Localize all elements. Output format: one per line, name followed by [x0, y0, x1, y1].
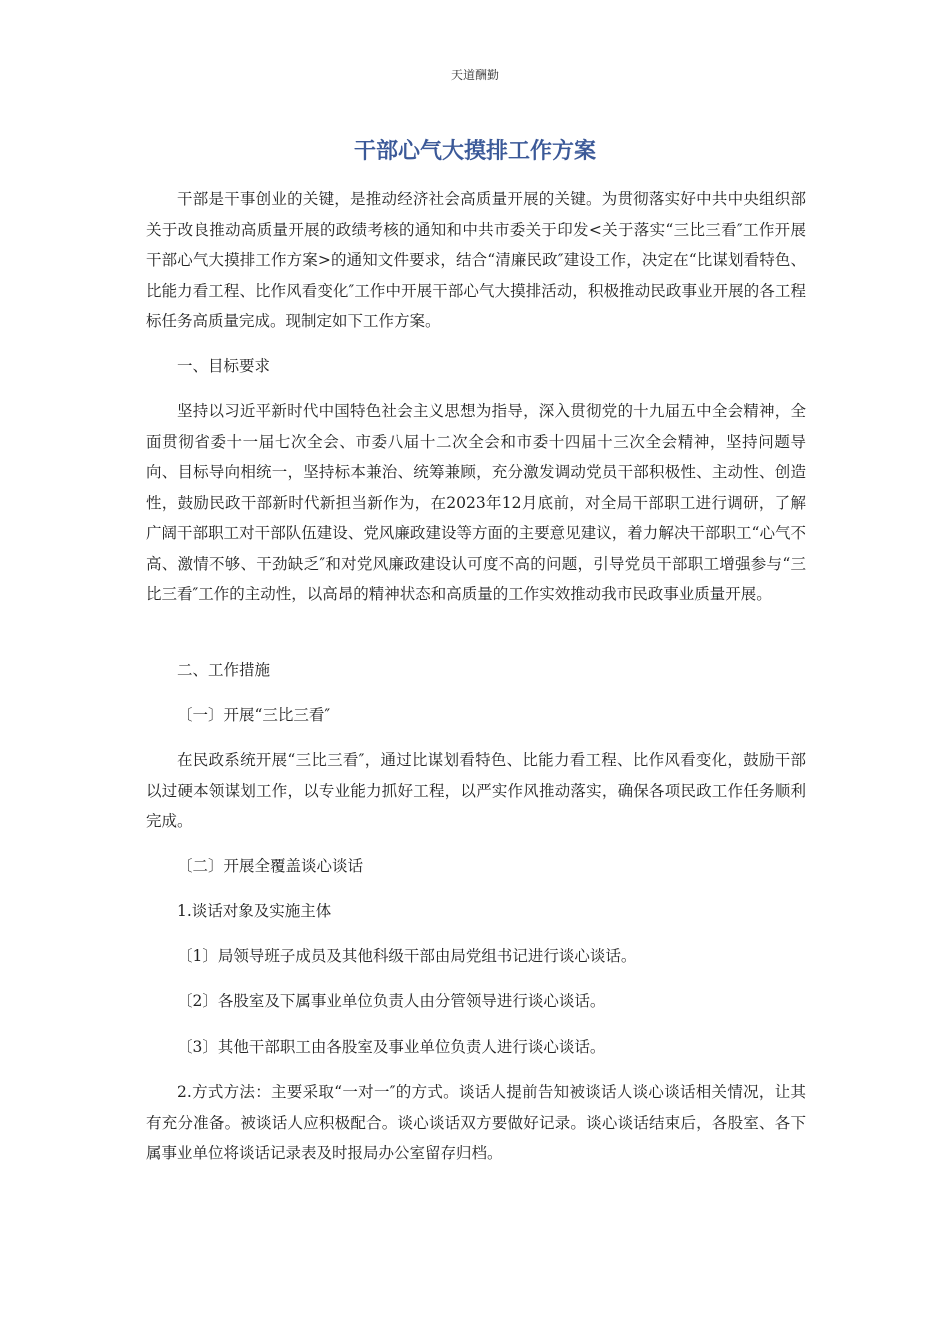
list-subitem-3: 〔3〕其他干部职工由各股室及事业单位负责人进行谈心谈话。 [177, 1038, 606, 1056]
list-subitem-2: 〔2〕各股室及下属事业单位负责人由分管领导进行谈心谈话。 [177, 992, 606, 1010]
section-heading-measures: 二、工作措施 [177, 661, 271, 679]
intro-paragraph: 干部是干事创业的关键，是推动经济社会高质量开展的关键。为贯彻落实好中共中央组织部关于改良推动高质量开展的政绩考核的通知和中共市委关于印发<关于落实“三比三看″工作开展干部心气大摸排工作方案>的通知文件要求，结合“清廉民政″建设工作，决定在“比谋划看特色、比能力看工程、比作风看变化″工作中开展干部心气大摸排活动，积极推动民政事业开展的各工程标任务高质量完成。现制定如下工作方案。 [146, 190, 806, 330]
document-title: 干部心气大摸排工作方案 [353, 139, 596, 164]
list-item-heading-1: 1.谈话对象及实施主体 [177, 902, 332, 920]
subsection-1-paragraph: 在民政系统开展“三比三看″，通过比谋划看特色、比能力看工程、比作风看变化，鼓励干部以过硬本领谋划工作，以专业能力抓好工程，以严实作风推动落实，确保各项民政工作任务顺利完成。 [146, 751, 806, 830]
list-subitem-1: 〔1〕局领导班子成员及其他科级干部由局党组书记进行谈心谈话。 [177, 947, 637, 965]
list-item-2-paragraph: 2.方式方法：主要采取“一对一″的方式。谈话人提前告知被谈话人谈心谈话相关情况，让其有充分准备。被谈话人应积极配合。谈心谈话双方要做好记录。谈心谈话结束后，各股室、各下属事业单位将谈话记录表及时报局办公室留存归档。 [146, 1083, 806, 1162]
section-heading-goals: 一、目标要求 [177, 357, 271, 375]
page-header: 天道酬勤 [450, 68, 499, 82]
goals-paragraph: 坚持以习近平新时代中国特色社会主义思想为指导，深入贯彻党的十九届五中全会精神，全面贯彻省委十一届七次全会、市委八届十二次全会和市委十四届十三次全会精神，坚持问题导向、目标导向相统一，坚持标本兼治、统筹兼顾，充分激发调动党员干部积极性、主动性、创造性，鼓励民政干部新时代新担当新作为，在2023年12月底前，对全局干部职工进行调研，了解广阔干部职工对干部队伍建设、党风廉政建设等方面的主要意见建议，着力解决干部职工“心气不高、激情不够、干劲缺乏″和对党风廉政建设认可度不高的问题，引导党员干部职工增强参与“三比三看″工作的主动性，以高昂的精神状态和高质量的工作实效推动我市民政事业质量开展。 [146, 402, 806, 603]
subsection-heading-1: 〔一〕开展“三比三看″ [177, 706, 331, 724]
subsection-heading-2: 〔二〕开展全覆盖谈心谈话 [177, 857, 364, 875]
